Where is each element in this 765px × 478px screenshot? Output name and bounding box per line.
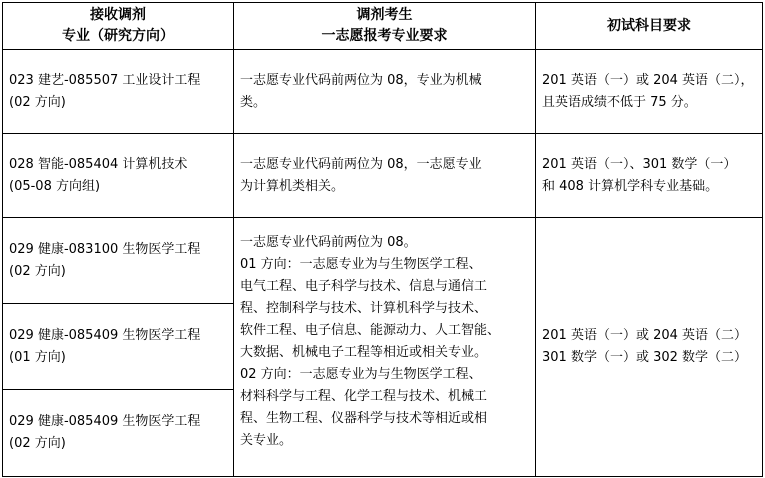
- exam-line: 和 408 计算机学科专业基础。: [542, 178, 719, 194]
- exam-line: 且英语成绩不低于 75 分。: [542, 94, 697, 110]
- requirement-line: 软件工程、电子信息、能源动力、人工智能、: [240, 323, 501, 338]
- header-requirement-line: 调剂考生: [356, 7, 413, 23]
- major-line: 023 建艺-085507 工业设计工程: [9, 72, 201, 88]
- requirement-cell: [234, 134, 536, 218]
- adjustment-table: [2, 2, 763, 477]
- requirement-line: 材料科学与工程、化学工程与技术、机械工: [240, 389, 488, 404]
- major-cell: [3, 218, 234, 304]
- major-line: (01 方向): [9, 349, 66, 365]
- exam-line: 301 数学（一）或 302 数学（二）: [542, 350, 748, 365]
- table-row: [3, 134, 763, 218]
- major-cell: [3, 134, 234, 218]
- header-major: [3, 3, 234, 50]
- requirement-line: 01 方向：一志愿专业为与生物医学工程、: [240, 257, 482, 272]
- exam-line: 201 英语（一）或 204 英语（二），: [542, 72, 754, 88]
- table-row: [3, 50, 763, 134]
- merged-exam-cell: [536, 218, 763, 477]
- requirement-line: 一志愿专业代码前两位为 08。: [240, 235, 417, 250]
- requirement-line: 大数据、机械电子工程等相近或相关专业。: [240, 345, 488, 360]
- requirement-line: 关专业。: [240, 433, 293, 448]
- requirement-line: 一志愿专业代码前两位为 08，一志愿专业: [240, 156, 482, 172]
- major-cell: [3, 50, 234, 134]
- header-row: [3, 3, 763, 50]
- header-requirement-line: 一志愿报考专业要求: [321, 28, 448, 44]
- header-exam: [536, 3, 763, 50]
- requirement-line: 为计算机类相关。: [240, 178, 345, 194]
- requirement-line: 02 方向：一志愿专业为与生物医学工程、: [240, 367, 482, 382]
- major-line: (02 方向): [9, 436, 66, 451]
- major-line: (02 方向): [9, 94, 66, 110]
- header-exam-line: 初试科目要求: [607, 17, 691, 34]
- table-row: [3, 218, 763, 304]
- requirement-line: 一志愿专业代码前两位为 08，专业为机械: [240, 72, 482, 88]
- major-line: 028 智能-085404 计算机技术: [9, 156, 188, 172]
- exam-line: 201 英语（一）或 204 英语（二）: [542, 328, 748, 343]
- exam-cell: [536, 134, 763, 218]
- merged-requirement-cell: [234, 218, 536, 477]
- requirement-line: 类。: [240, 94, 267, 110]
- major-cell: [3, 304, 234, 390]
- exam-line: 201 英语（一）、301 数学（一）: [542, 156, 737, 172]
- requirement-line: 电气工程、电子科学与技术、信息与通信工: [240, 279, 488, 294]
- exam-cell: [536, 50, 763, 134]
- requirement-cell: [234, 50, 536, 134]
- major-line: (05-08 方向组): [9, 178, 101, 194]
- major-line: 029 健康-085409 生物医学工程: [9, 327, 201, 343]
- requirement-line: 程、生物工程、仪器科学与技术等相近或相: [240, 411, 488, 426]
- major-line: (02 方向): [9, 263, 66, 279]
- header-major-line: 专业（研究方向）: [62, 28, 174, 44]
- header-major-line: 接收调剂: [90, 7, 146, 23]
- major-line: 029 健康-083100 生物医学工程: [9, 241, 201, 257]
- requirement-line: 程、控制科学与技术、计算机科学与技术、: [240, 301, 488, 316]
- major-cell: [3, 390, 234, 477]
- major-line: 029 健康-085409 生物医学工程: [9, 414, 201, 429]
- header-requirement: [234, 3, 536, 50]
